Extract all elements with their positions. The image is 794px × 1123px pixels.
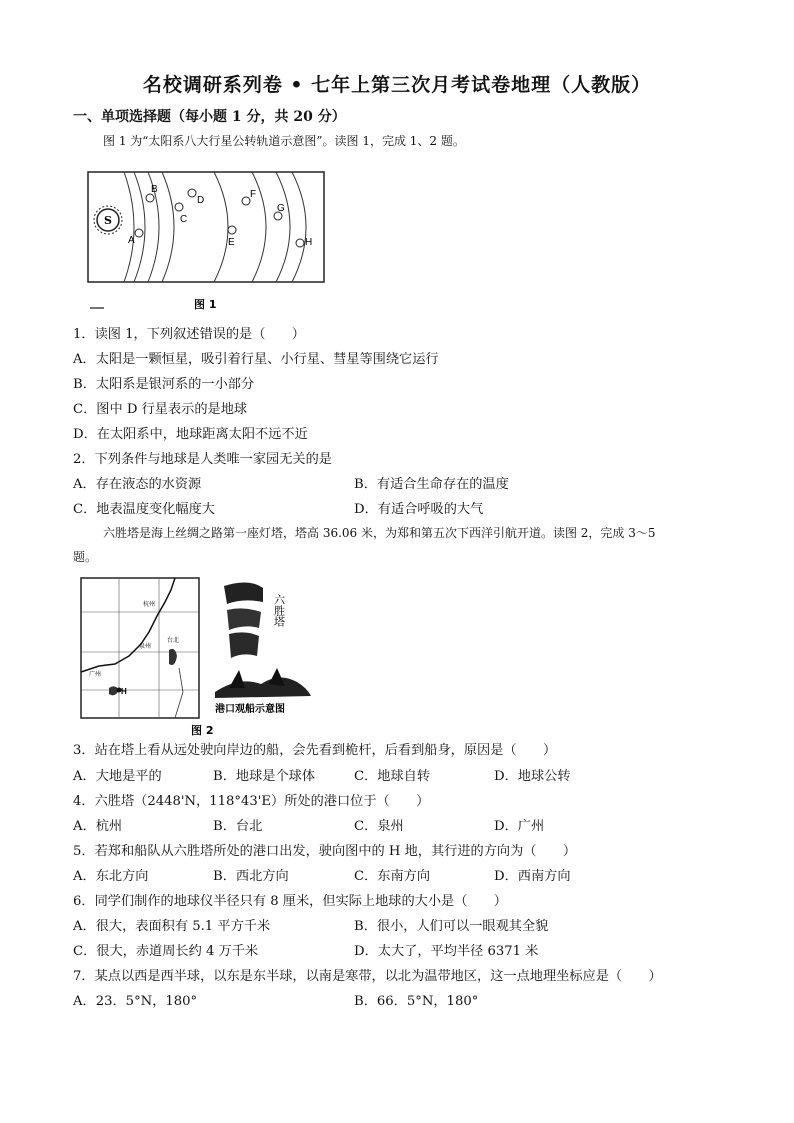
map-label-taipei: 台北 — [167, 638, 180, 644]
q4-option-a[interactable]: A．杭州 — [73, 819, 123, 834]
q7-option-a[interactable]: A．23．5°N，180° — [73, 994, 198, 1009]
planet-label-e: E — [228, 237, 235, 248]
planet-label-c: C — [180, 214, 188, 225]
ship-scene — [215, 668, 311, 698]
q1-option-b[interactable]: B．太阳系是银河系的一小部分 — [73, 377, 255, 392]
planet-label-g: G — [277, 203, 285, 214]
planet-label-h: H — [305, 237, 313, 248]
figure-1-solar-system — [82, 160, 342, 320]
figure-2-map-tower — [79, 572, 319, 742]
map-label-hangzhou: 杭州 — [143, 602, 156, 608]
q4-option-b[interactable]: B．台北 — [213, 819, 263, 834]
figure-2-caption: 图 2 — [191, 724, 214, 737]
planet-label-b: B — [151, 184, 158, 195]
figure-1-caption: 图 1 — [194, 298, 217, 311]
intro-text-2: 六胜塔是海上丝绸之路第一座灯塔，塔高 36.06 米，为郑和第五次下西洋引航开道。读图 2，完成 3～5 — [103, 526, 656, 540]
q6-option-a[interactable]: A．很大，表面积有 5.1 平方千米 — [73, 919, 271, 934]
map-label-quanzhou: 泉州 — [139, 644, 152, 650]
q5-option-c[interactable]: C．东南方向 — [354, 869, 431, 884]
q3-option-c[interactable]: C．地球自转 — [354, 769, 431, 784]
q6-option-c[interactable]: C．很大，赤道周长约 4 万千米 — [73, 944, 259, 959]
q7-option-b[interactable]: B．66．5°N，180° — [354, 994, 479, 1009]
q4-option-d[interactable]: D．广州 — [494, 819, 545, 834]
q6-option-d[interactable]: D．太大了，平均半径 6371 米 — [354, 944, 539, 959]
q1-option-a[interactable]: A．太阳是一颗恒星，吸引着行星、小行星、彗星等围绕它运行 — [73, 352, 439, 367]
planet-label-f: F — [250, 189, 257, 200]
q1-option-d[interactable]: D．在太阳系中，地球距离太阳不远不近 — [73, 427, 308, 442]
q1-stem: 1．读图 1，下列叙述错误的是（ ） — [73, 327, 305, 342]
q7-stem: 7．某点以西是西半球，以东是东半球，以南是寒带，以北为温带地区，这一点地理坐标应是（ ） — [73, 969, 662, 984]
q5-option-b[interactable]: B．西北方向 — [213, 869, 289, 884]
q2-option-c[interactable]: C．地表温度变化幅度大 — [73, 502, 215, 517]
q6-stem: 6．同学们制作的地球仪半径只有 8 厘米，但实际上地球的大小是（ ） — [73, 894, 507, 909]
section-heading: 一、单项选择题（每小题 1 分，共 20 分） — [73, 109, 346, 125]
q4-option-c[interactable]: C．泉州 — [354, 819, 404, 834]
port-label: 港口观船示意图 — [215, 704, 285, 715]
map-label-guangzhou: 广州 — [89, 672, 102, 678]
q3-option-b[interactable]: B．地球是个球体 — [213, 769, 316, 784]
q2-stem: 2．下列条件与地球是人类唯一家园无关的是 — [73, 452, 332, 467]
intro-text-1: 图 1 为“太阳系八大行星公转轨道示意图”。读图 1，完成 1、2 题。 — [103, 134, 465, 148]
q2-option-d[interactable]: D．有适合呼吸的大气 — [354, 502, 484, 517]
tower-photo — [217, 580, 269, 660]
q3-stem: 3．站在塔上看从远处驶向岸边的船，会先看到桅杆，后看到船身，原因是（ ） — [73, 743, 557, 758]
q1-option-c[interactable]: C．图中 D 行星表示的是地球 — [73, 402, 248, 417]
q5-stem: 5．若郑和船队从六胜塔所处的港口出发，驶向图中的 H 地，其行进的方向为（ ） — [73, 844, 577, 859]
intro-text-2-cont: 题。 — [73, 550, 98, 564]
q6-option-b[interactable]: B．很小，人们可以一眼观其全貌 — [354, 919, 549, 934]
planet-label-a: A — [128, 235, 135, 246]
q2-option-a[interactable]: A．存在液态的水资源 — [73, 477, 202, 492]
map-label-h: H — [121, 687, 127, 696]
sun-label: S — [104, 214, 112, 227]
q5-option-d[interactable]: D．西南方向 — [494, 869, 571, 884]
q3-option-d[interactable]: D．地球公转 — [494, 769, 571, 784]
q3-option-a[interactable]: A．大地是平的 — [73, 769, 162, 784]
q2-option-b[interactable]: B．有适合生命存在的温度 — [354, 477, 509, 492]
page-title: 名校调研系列卷 • 七年上第三次月考试卷地理（人教版） — [142, 74, 652, 96]
q4-stem: 4．六胜塔（2448'N，118°43'E）所处的港口位于（ ） — [73, 794, 430, 809]
q5-option-a[interactable]: A．东北方向 — [73, 869, 149, 884]
planet-label-d: D — [197, 195, 205, 206]
tower-label: 六胜塔 — [272, 594, 286, 627]
